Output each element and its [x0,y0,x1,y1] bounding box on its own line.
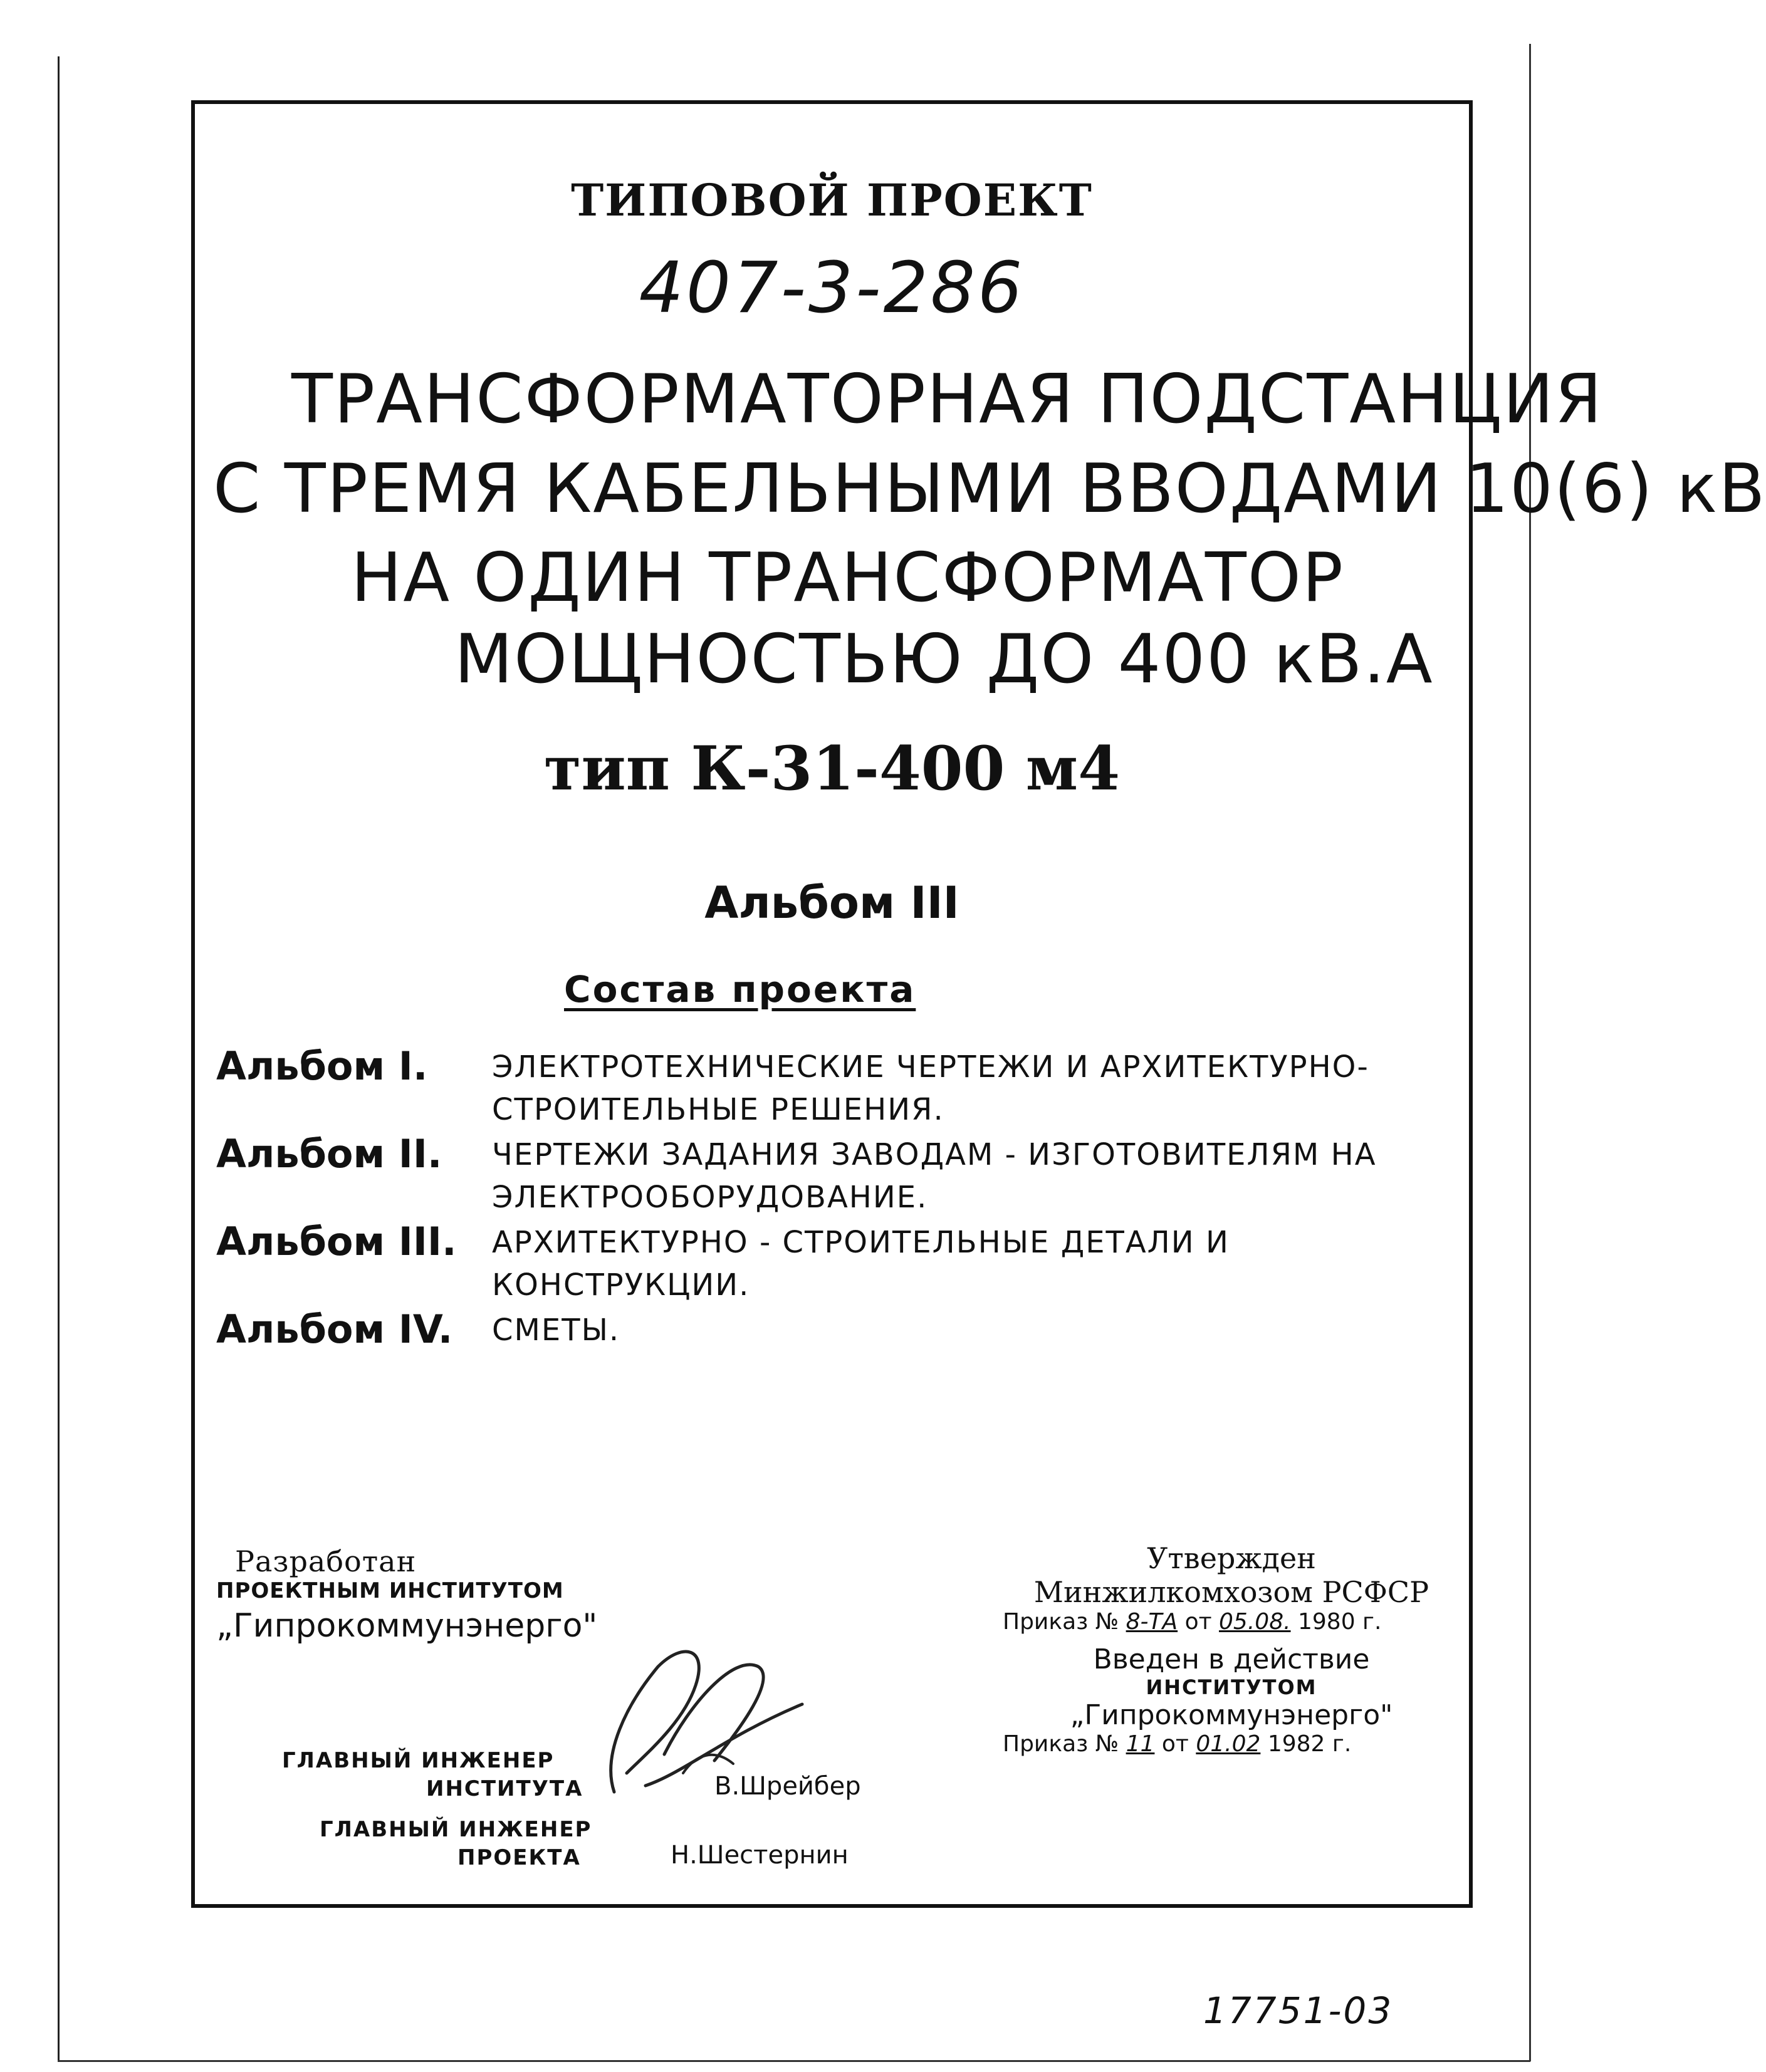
signature-block [282,1748,940,1873]
album-label: Альбом I. [216,1043,428,1089]
album-description: СМЕТЫ. [492,1313,620,1348]
album-description: ЭЛЕКТРОТЕХНИЧЕСКИЕ ЧЕРТЕЖИ И АРХИТЕКТУРНО-СТРОИТЕЛЬНЫЕ РЕШЕНИЯ. [492,1049,1369,1127]
order-number: 8-ТА [1126,1609,1178,1635]
album-label: Альбом III. [216,1219,457,1264]
order-date: 01.02 [1196,1731,1261,1757]
title-line-1: ТРАНСФОРМАТОРНАЯ ПОДСТАНЦИЯ [291,360,1604,439]
order-year: 1982 г. [1267,1731,1352,1757]
chief-institute-name: В.Шрейбер [714,1772,861,1801]
contents-heading: Состав проекта [564,968,916,1011]
approval-line-1: Утвержден [1147,1541,1316,1575]
project-number: 407-3-286 [639,247,1025,329]
approval-order-1 [1003,1609,1460,1635]
page-bottom-edge [58,2060,1530,2062]
page-left-edge [58,56,60,2061]
developer-institute: „Гипрокоммунэнерго" [216,1607,598,1645]
order-year: 1980 г. [1298,1609,1382,1635]
title-line-4: МОЩНОСТЬЮ ДО 400 кВ.А [454,620,1434,699]
chief-project-role-1: ГЛАВНЫЙ ИНЖЕНЕР [320,1817,592,1842]
chief-institute-role-2: ИНСТИТУТА [426,1776,583,1801]
document-type-label: ТИПОВОЙ ПРОЕКТ [571,174,1093,226]
approval-block [1003,1541,1460,1757]
page-right-edge [1529,44,1531,2061]
approval-order-2 [1003,1731,1460,1757]
order-from: от [1161,1731,1189,1757]
approval-line-5: ИНСТИТУТОМ [1146,1675,1317,1699]
developer-line-1: Разработан [235,1544,417,1578]
developer-line-2: ПРОЕКТНЫМ ИНСТИТУТОМ [216,1578,564,1603]
album-heading: Альбом III [704,877,959,929]
order-from: от [1184,1609,1212,1635]
order-prefix: Приказ № [1003,1731,1119,1757]
type-code: тип К-31-400 м4 [544,733,1120,804]
album-label: Альбом II. [216,1131,442,1177]
album-description: АРХИТЕКТУРНО - СТРОИТЕЛЬНЫЕ ДЕТАЛИ И КОНСТРУКЦИИ. [492,1225,1230,1303]
chief-institute-role-1: ГЛАВНЫЙ ИНЖЕНЕР [282,1748,555,1773]
archive-number: 17751-03 [1203,1989,1394,2032]
album-description: ЧЕРТЕЖИ ЗАДАНИЯ ЗАВОДАМ - ИЗГОТОВИТЕЛЯМ НА ЭЛЕКТРООБОРУДОВАНИЕ. [492,1137,1377,1215]
title-line-2: С ТРЕМЯ КАБЕЛЬНЫМИ ВВОДАМИ 10(6) кВ [213,450,1766,528]
title-line-3: НА ОДИН ТРАНСФОРМАТОР [351,539,1345,617]
approval-line-4: Введен в действие [1093,1643,1370,1675]
approval-line-2: Минжилкомхозом РСФСР [1033,1575,1429,1609]
album-label: Альбом IV. [216,1306,453,1352]
order-date: 05.08. [1219,1609,1291,1635]
chief-project-role-2: ПРОЕКТА [457,1845,581,1870]
order-prefix: Приказ № [1003,1609,1119,1635]
approval-line-6: „Гипрокоммунэнерго" [1070,1699,1393,1731]
chief-project-name: Н.Шестернин [671,1841,849,1870]
order-number: 11 [1126,1731,1155,1757]
